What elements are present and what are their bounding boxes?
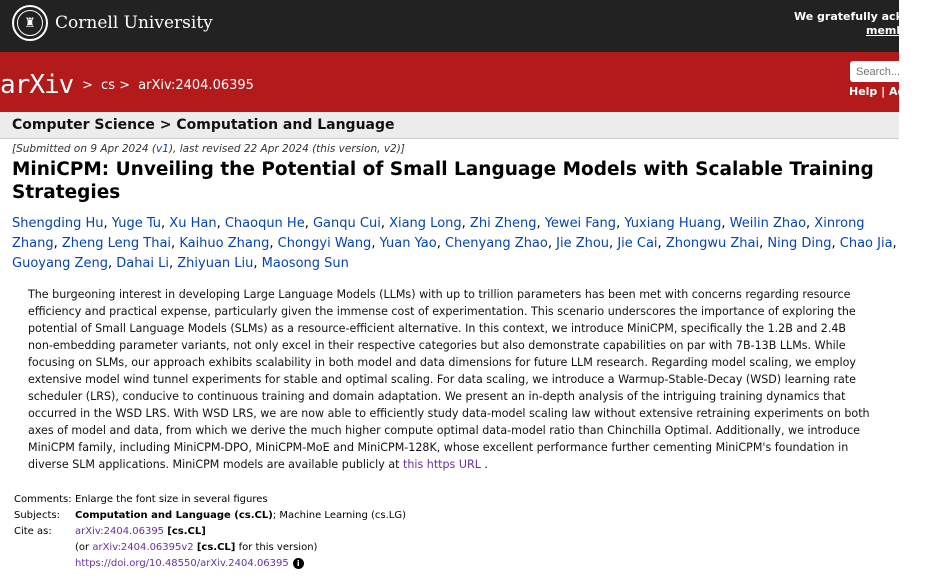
author-link[interactable]: Jie Cai [617,236,658,251]
author-link[interactable]: Maosong Sun [261,256,349,271]
author-link[interactable]: Dahai Li [116,256,169,271]
author-link[interactable]: Chaoqun He [224,216,305,231]
other-subjects: ; Machine Learning (cs.LG) [272,510,407,521]
help-links [849,85,913,98]
submission-prefix: [Submitted on 9 Apr 2024 ( [12,143,157,155]
acknowledgement-text: We gratefully acknowl [794,10,932,23]
author-list: Shengding Hu, Yuge Tu, Xu Han, Chaoqun He, Ganqu Cui, Xiang Long, Zhi Zheng, Yewei Fang, Yuxiang Huang, Weilin Zhao, Xinrong Zhang, Zheng Leng Thai, Kaihuo Zhang, Chongyi Wang, Yuan Yao, Chenyang Zhao, Jie Zhou, Jie Cai, Zhongwu Zhai, Ning Ding, Chao Jia, Guoyang Zeng, Dahai Li, Zhiyuan Liu, Maosong Sun [12,216,897,271]
cite-v2-category: [cs.CL] [196,542,236,553]
cite-version-row [14,540,406,556]
member-institutions-link[interactable]: membe [866,24,912,37]
arxiv-logo[interactable]: arXiv [0,70,74,100]
submission-suffix: ), last revised 22 Apr 2024 (this version, v2)] [168,143,405,155]
author-link[interactable]: Weilin Zhao [729,216,807,231]
author-link[interactable]: Zhiyuan Liu [177,256,254,271]
comments-row [14,492,406,508]
author-link[interactable]: Kaihuo Zhang [179,236,270,251]
author-link[interactable]: Yuge Tu [111,216,162,231]
author-link[interactable]: Chao Jia [839,236,893,251]
abstract [28,286,873,474]
primary-subject: Computation and Language (cs.CL) [75,510,273,521]
author-link[interactable]: Zhi Zheng [469,216,537,231]
author-link[interactable]: Ning Ding [767,236,832,251]
search-input[interactable] [850,61,910,82]
breadcrumb-separator: > [82,78,93,93]
author-link[interactable]: Yewei Fang [544,216,617,231]
breadcrumb [82,78,258,93]
cite-label: Cite as: [14,526,52,537]
author-link[interactable]: Yuxiang Huang [624,216,722,231]
cite-or-text: (or [75,542,90,553]
submission-history [12,143,405,155]
doi-row [14,556,406,572]
cornell-seal-icon[interactable]: ♜ [12,5,48,41]
cornell-university-name[interactable]: Cornell University [55,13,213,33]
author-link[interactable]: Yuan Yao [379,236,437,251]
cite-category: [cs.CL] [167,526,206,537]
abstract-text: The burgeoning interest in developing Large Language Models (LLMs) with up to trillion parameters has been met with concerns regarding resource efficiency and practical expense, particularly given the immense cost of experimentation. This scenario underscores the importance of exploring the potential of Small Language Models (SLMs) as a resource-efficient alternative. In this context, we introduce MiniCPM, specifically the 1.2B and 2.4B non-embedding parameter variants, not only excel in their respective categories but also demonstrate capabilities on par with 7B-13B LLMs. While focusing on SLMs, our approach exhibits scalability in both model and data dimensions for future LLM research. Regarding model scaling, we employ extensive model wind tunnel experiments for stable and optimal scaling. For data scaling, we introduce a Warmup-Stable-Decay (WSD) learning rate scheduler (LRS), conducive to continuous training and domain adaptation. We present an in-depth analysis of the intriguing training dynamics that occurred in the WSD LRS. With WSD LRS, we are now able to efficiently study data-model scaling law without extensive retraining experiments on both axes of model and data, from which we derive the much higher compute optimal data-model ratio than Chinchilla Optimal. Additionally, we introduce MiniCPM family, including MiniCPM-DPO, MiniCPM-MoE and MiniCPM-128K, whose excellent performance further cementing MiniCPM's foundation in diverse SLM applications. MiniCPM models are available publicly at [28,288,870,472]
breadcrumb-cs-link[interactable]: cs [101,78,115,93]
author-link[interactable]: Zheng Leng Thai [61,236,172,251]
breadcrumb-paper-id: arXiv:2404.06395 [138,78,254,93]
cite-v2-suffix: for this version) [238,542,318,553]
author-link[interactable]: Jie Zhou [556,236,610,251]
cite-arxiv-link[interactable]: arXiv:2404.06395 [75,526,165,537]
author-link[interactable]: Xinrong Zhang [12,216,865,251]
cite-v2-link[interactable]: arXiv:2404.06395v2 [92,542,194,553]
subjects-row [14,508,406,524]
author-link[interactable]: Chenyang Zhao [444,236,548,251]
author-link[interactable]: Zhongwu Zhai [665,236,760,251]
advanced-search-link[interactable]: Adv [889,85,913,98]
help-link[interactable]: Help [849,85,878,98]
version-v1-link[interactable]: v1 [156,143,169,155]
help-separator: | [881,85,886,98]
subject-heading: Computer Science > Computation and Language [12,117,395,133]
info-icon[interactable]: i [293,558,304,569]
author-link[interactable]: Ganqu Cui [312,216,381,231]
comments-value: Enlarge the font size in several figures [75,494,268,505]
abstract-end: . [484,458,488,472]
arxiv-header-bar [0,52,913,112]
comments-label: Comments: [14,494,72,505]
doi-link[interactable]: https://doi.org/10.48550/arXiv.2404.06395 [75,558,289,569]
author-link[interactable]: Xiang Long [389,216,462,231]
author-link[interactable]: Guoyang Zeng [12,256,108,271]
subjects-label: Subjects: [14,510,60,521]
cornell-header [0,0,932,52]
author-link[interactable]: Chongyi Wang [277,236,372,251]
paper-metadata [14,492,406,572]
subject-heading-bar [0,112,899,139]
breadcrumb-separator: > [119,78,131,93]
author-link[interactable]: Shengding Hu [12,216,104,231]
abstract-url-link[interactable]: this https URL [403,458,481,472]
cite-row [14,524,406,540]
author-link[interactable]: Xu Han [169,216,217,231]
paper-title: MiniCPM: Unveiling the Potential of Small Language Models with Scalable Training Strategies [12,159,874,203]
